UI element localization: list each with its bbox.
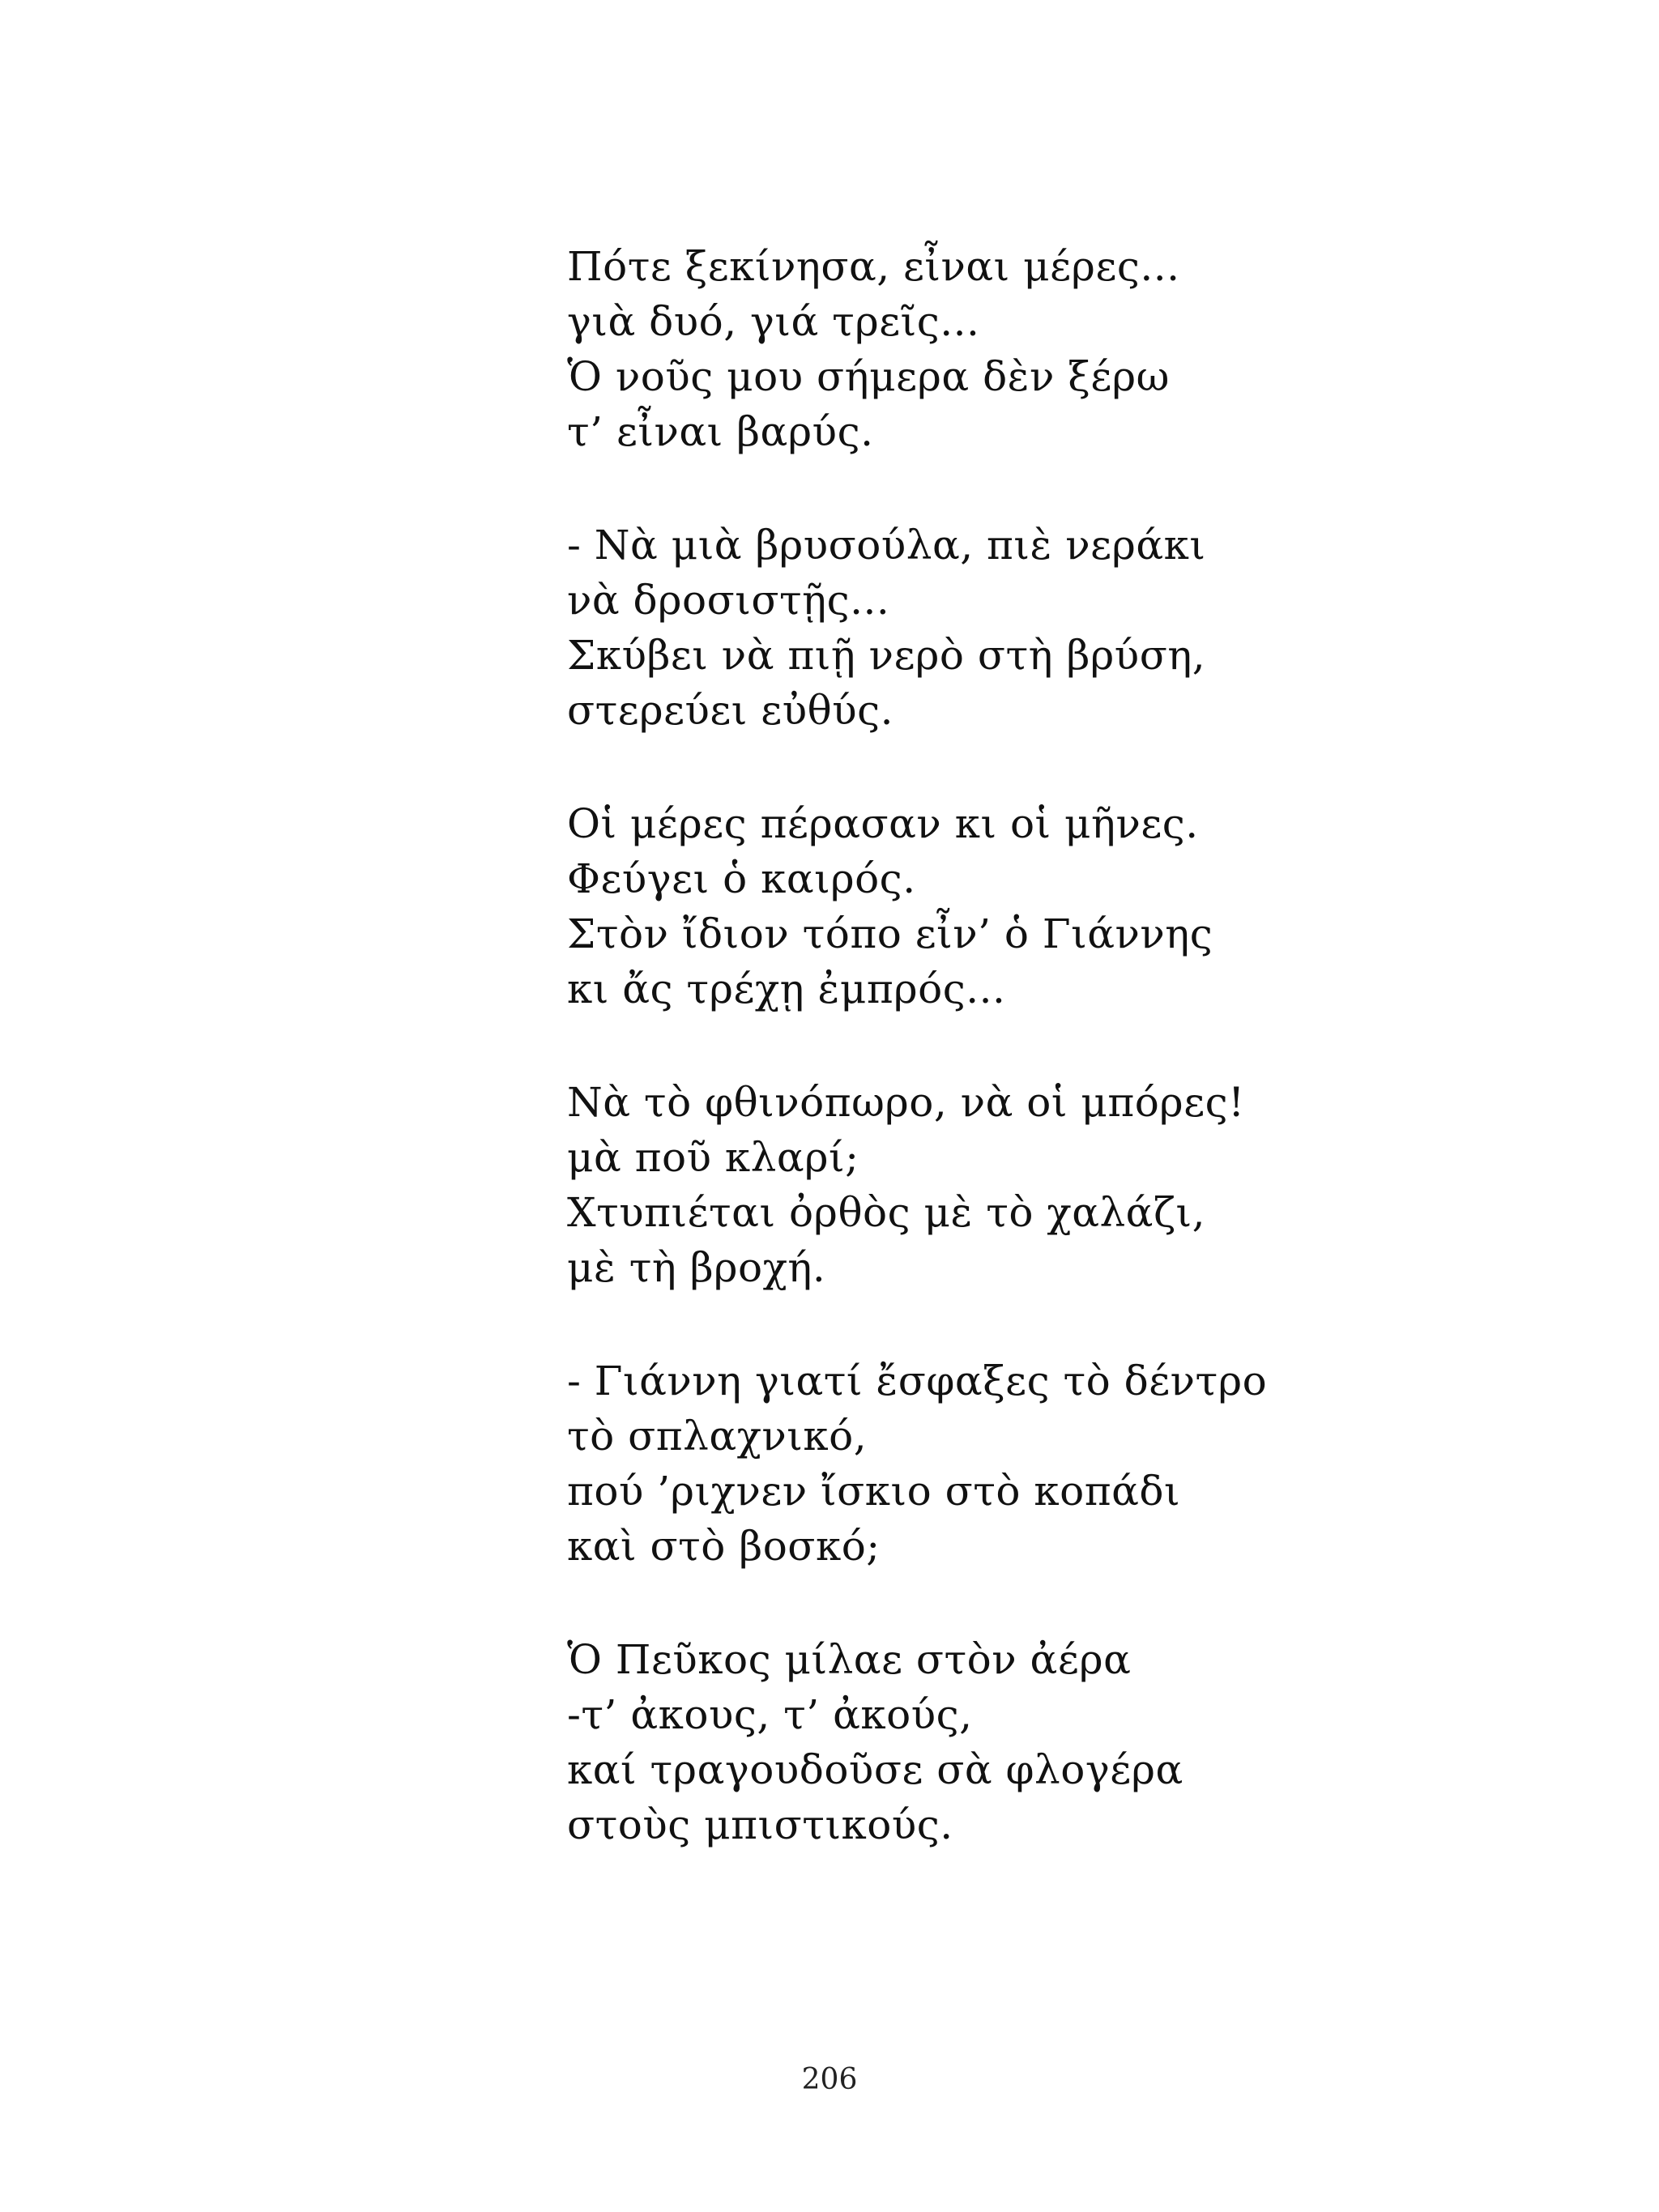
poem-line: - Γιάννη γιατί ἔσφαξες τὸ δέντρο xyxy=(567,1357,1268,1404)
poem-line: γιὰ δυό, γιά τρεῖς... xyxy=(567,298,980,345)
poem-line: -τ’ ἀκους, τ’ ἀκούς, xyxy=(567,1691,973,1738)
poem-line: καί τραγουδοῦσε σὰ φλογέρα xyxy=(567,1746,1183,1793)
poem-line: τὸ σπλαχνικό, xyxy=(567,1413,868,1460)
stanza-3 xyxy=(567,796,1539,1016)
poem-line: καὶ στὸ βοσκό; xyxy=(567,1523,881,1570)
poem-line: Οἱ μέρες πέρασαν κι οἱ μῆνες. xyxy=(567,800,1199,847)
poem-line: Ὁ Πεῦκος μίλαε στὸν ἀέρα xyxy=(567,1636,1132,1683)
poem-line: πού ’ριχνεν ἴσκιο στὸ κοπάδι xyxy=(567,1468,1181,1515)
poem-line: νὰ δροσιστῇς... xyxy=(567,577,890,624)
poem xyxy=(567,239,1539,1911)
poem-line: Χτυπιέται ὀρθὸς μὲ τὸ χαλάζι, xyxy=(567,1189,1206,1236)
poem-line: τ’ εἶναι βαρύς. xyxy=(567,408,874,455)
poem-line: στοὺς μπιστικούς. xyxy=(567,1801,953,1848)
poem-line: - Νὰ μιὰ βρυσούλα, πιὲ νεράκι xyxy=(567,522,1206,569)
stanza-2 xyxy=(567,518,1539,738)
poem-line: Πότε ξεκίνησα, εἶναι μέρες... xyxy=(567,243,1180,290)
poem-line: Νὰ τὸ φθινόπωρο, νὰ οἱ μπόρες! xyxy=(567,1079,1245,1126)
poem-line: μὰ ποῦ κλαρί; xyxy=(567,1134,859,1181)
poem-line: στερεύει εὐθύς. xyxy=(567,687,893,734)
poem-line: Ὁ νοῦς μου σήμερα δὲν ξέρω xyxy=(567,353,1170,400)
poem-line: Σκύβει νὰ πιῇ νερὸ στὴ βρύση, xyxy=(567,632,1206,679)
poem-line: Φεύγει ὁ καιρός. xyxy=(567,855,916,902)
poem-line: κι ἄς τρέχῃ ἐμπρός... xyxy=(567,965,1006,1012)
stanza-5 xyxy=(567,1353,1539,1574)
stanza-1 xyxy=(567,239,1539,459)
poem-line: μὲ τὴ βροχή. xyxy=(567,1244,826,1291)
stanza-4 xyxy=(567,1075,1539,1295)
stanza-6 xyxy=(567,1632,1539,1852)
poem-line: Στὸν ἴδιον τόπο εἶν’ ὁ Γιάννης xyxy=(567,910,1213,957)
page-number: 206 xyxy=(801,2063,858,2096)
